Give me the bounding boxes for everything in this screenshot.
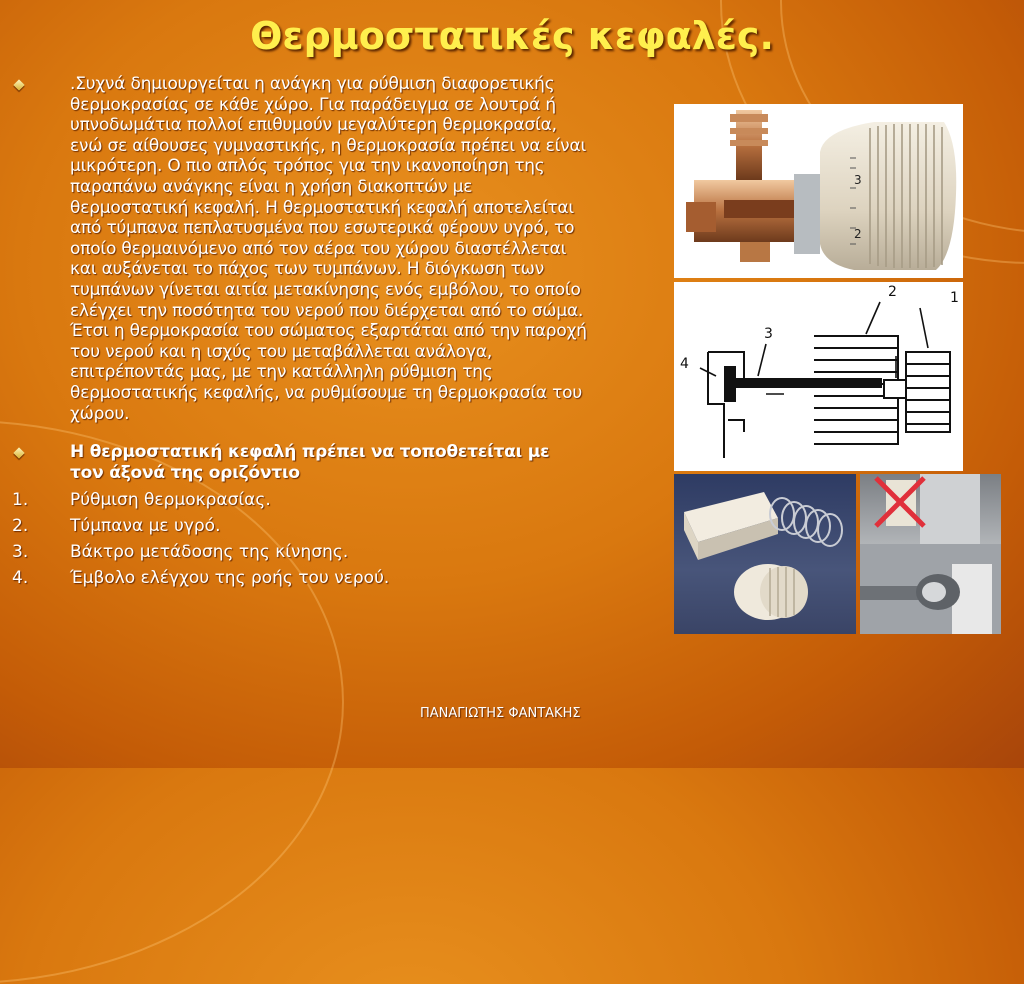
paragraph-text: Η θερμοστατική κεφαλή πρέπει να τοποθετείται με τον άξονά της οριζόντιο xyxy=(70,442,550,483)
thermostat-head-photo xyxy=(674,474,856,634)
paragraph-text: .Συχνά δημιουργείται η ανάγκη για ρύθμιση διαφορετικής θερμοκρασίας σε κάθε χώρο. Για παράδειγμα σε λουτρά ή υπνοδωμάτια πολλοί επιθυμούν μεγαλύτερη θερμοκρασία, ενώ σε αίθουσες γυμναστικής, η θερμοκρασία πρέπει να είναι μικρότερη. Ο πιο απλός τρόπος για την ικανοποίηση της παραπάνω ανάγκης είναι η χρήση διακοπτών με θερμοστατική κεφαλή. Η θερμοστατική κεφαλή αποτελείται από τύμπανα πεπλατυσμένα που εσωτερικά φέρουν υγρό, το οποίο θερμαινόμενο από τον αέρα του χώρου διαστέλλεται και αυξάνεται το πάχος των τυμπάνων. Η διόγκωση των τυμπάνων γίνεται αιτία μετακίνησης ενός εμβόλου, το οποίο ελέγχει την ποσότητα του νερού που διέρχεται από το σώμα. Έτσι η θερμοκρασία του σώματος εξαρτάται από την παροχή του νερού και η ισχύς του μεταβάλλεται ανάλογα, επιτρέποντάς μας, με την κατάλληλη ρύθμιση της θερμοστατικής κεφαλής, να ρυθμίσουμε τη θερμοκρασία του χώρου. xyxy=(70,74,587,424)
diamond-bullet-icon xyxy=(13,447,24,458)
diamond-bullet-icon xyxy=(13,79,24,90)
list-text: Ρύθμιση θερμοκρασίας. xyxy=(70,490,271,511)
list-item xyxy=(12,487,587,513)
installation-photo xyxy=(860,474,1001,634)
diagram-label: 3 xyxy=(764,326,773,342)
diagram-label: 4 xyxy=(680,356,689,372)
list-text: Βάκτρο μετάδοσης της κίνησης. xyxy=(70,542,349,563)
bullet-paragraph xyxy=(12,74,587,424)
dial-number: 3 xyxy=(854,173,862,187)
list-item xyxy=(12,565,587,591)
thermostatic-valve-photo xyxy=(674,104,963,278)
content-area xyxy=(12,74,587,591)
list-item xyxy=(12,539,587,565)
list-text: Έμβολο ελέγχου της ροής του νερού. xyxy=(70,568,390,589)
footer-author: ΠΑΝΑΓΙΩΤΗΣ ΦΑΝΤΑΚΗΣ xyxy=(420,706,581,721)
numbered-list xyxy=(12,487,587,591)
list-number: 3. xyxy=(12,542,29,563)
diagram-label: 1 xyxy=(950,290,959,306)
bullet-paragraph-bold xyxy=(12,442,587,483)
list-item xyxy=(12,513,587,539)
dial-number: 2 xyxy=(854,227,862,241)
list-number: 2. xyxy=(12,516,29,537)
list-number: 4. xyxy=(12,568,29,589)
list-text: Τύμπανα με υγρό. xyxy=(70,516,221,537)
list-number: 1. xyxy=(12,490,29,511)
slide-title: Θερμοστατικές κεφαλές. xyxy=(250,14,774,58)
diagram-label: 2 xyxy=(888,284,897,300)
thermostat-schematic-diagram xyxy=(674,282,963,471)
